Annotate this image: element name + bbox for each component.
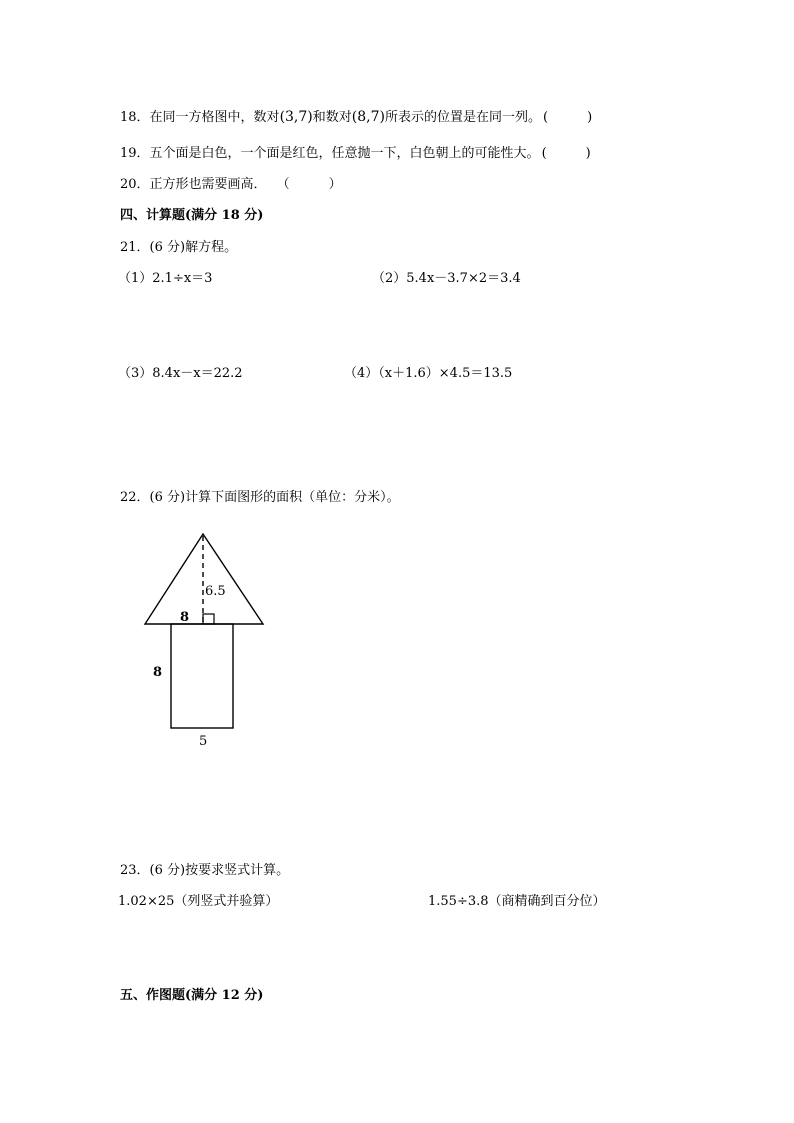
equation-4: （4）（x＋1.6）×4.5＝13.5 [344, 366, 513, 381]
section-5-heading: 五、作图题(满分 12 分) [120, 988, 264, 1003]
equation-1: （1）2.1÷x＝3 [118, 271, 213, 286]
question-number: 18． [120, 110, 150, 125]
right-angle-mark [203, 614, 214, 624]
question-text: 正方形也需要画高． [149, 177, 267, 192]
answer-blank[interactable]: ( ) [541, 146, 591, 161]
rectangle-shape [171, 624, 233, 728]
calculation-2: 1.55÷3.8（商精确到百分位） [428, 894, 606, 909]
question-number: 19． [120, 146, 150, 161]
question-text: 和数对 [312, 110, 352, 125]
section-4-heading: 四、计算题(满分 18 分) [120, 208, 264, 223]
question-text: 所表示的位置是在同一列。 [384, 110, 541, 125]
triangle-shape [145, 534, 263, 624]
rectangle-height-label: 8 [153, 665, 163, 680]
answer-blank[interactable]: （ ） [276, 177, 342, 192]
calculation-1: 1.02×25（列竖式并验算） [118, 894, 279, 909]
question-23-title: 23．(6 分)按要求竖式计算。 [120, 863, 290, 878]
question-19 [120, 146, 591, 162]
question-22-title: 22．(6 分)计算下面图形的面积（单位：分米）。 [120, 490, 400, 505]
rectangle-width-label: 5 [199, 734, 208, 749]
equation-3: （3）8.4x－x＝22.2 [118, 366, 243, 381]
coordinate-pair-2: (8,7) [351, 109, 385, 125]
coordinate-pair-1: (3,7) [279, 109, 313, 125]
triangle-height-label: 6.5 [205, 584, 226, 599]
question-20 [120, 177, 342, 193]
question-number: 20． [120, 177, 150, 192]
question-18 [120, 109, 592, 126]
question-21-title: 21．(6 分)解方程。 [120, 240, 238, 255]
question-text: 在同一方格图中，数对 [149, 110, 280, 125]
question-text: 五个面是白色，一个面是红色，任意抛一下，白色朝上的可能性大。 [149, 146, 540, 161]
composite-shape-figure [140, 530, 280, 760]
equation-2: （2）5.4x－3.7×2＝3.4 [372, 271, 521, 286]
triangle-base-label: 8 [180, 610, 190, 625]
answer-blank[interactable]: ( ) [543, 110, 593, 125]
